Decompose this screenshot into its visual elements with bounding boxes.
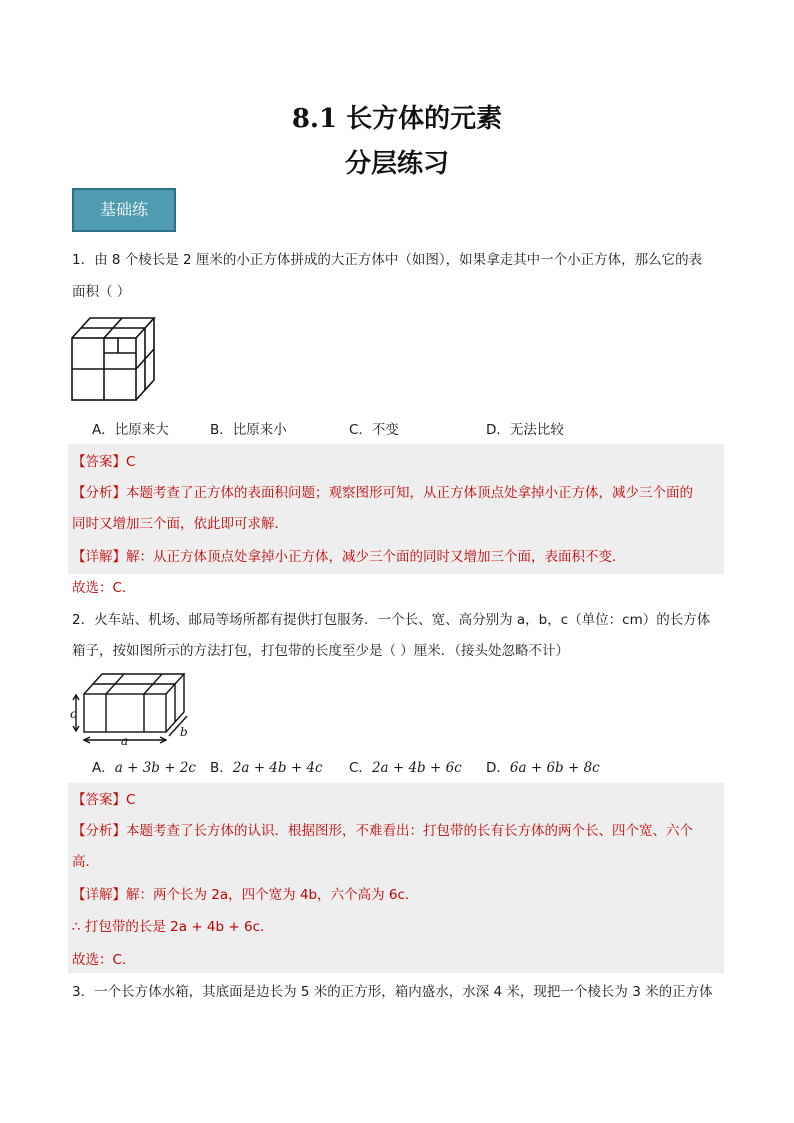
q2-choose-line: 故选：C． — [72, 952, 136, 968]
q2-option-d-math: 6a + 6b + 8c — [509, 760, 600, 776]
q2-option-b — [210, 758, 323, 778]
q1-analysis-line1 — [72, 483, 724, 503]
q2-stem-line1: 2．火车站、机场、邮局等场所都有提供打包服务．一个长、宽、高分别为 a，b，c（单位：cm）的长方体 — [72, 612, 711, 628]
q1-cube-figure — [70, 314, 162, 404]
q2-label-c: c — [70, 707, 77, 721]
q1-option-b: B．比原来小 — [210, 422, 287, 438]
page-title: 8.1 长方体的元素 — [291, 104, 503, 134]
q2-option-c-math: 2a + 4b + 6c — [371, 760, 462, 776]
q2-analysis-text1: 本题考查了长方体的认识．根据图形，不难看出：打包带的长有长方体的两个长、四个宽、六个 — [126, 823, 693, 839]
level-label-box: 基础练 — [72, 188, 176, 232]
q1-option-d: D．无法比较 — [486, 422, 564, 438]
q1-choose-line: 故选：C． — [72, 580, 136, 596]
q1-analysis-tag: 【分析】 — [72, 485, 126, 501]
q1-answer-tag: 【答案】 — [72, 454, 126, 470]
q2-analysis-tag: 【分析】 — [72, 823, 126, 839]
q2-option-a-letter: A． — [92, 760, 115, 776]
q2-answer-line — [72, 790, 724, 810]
q2-stem-line2: 箱子，按如图所示的方法打包，打包带的长度至少是（ ）厘米．（接头处忽略不计） — [72, 643, 570, 659]
q2-option-b-math: 2a + 4b + 4c — [232, 760, 323, 776]
q1-stem-line2: 面积（ ） — [72, 284, 131, 300]
q1-answer: C — [126, 454, 136, 470]
q2-option-a — [92, 758, 196, 778]
q2-detail-tag: 【详解】 — [72, 887, 126, 903]
q1-analysis-line2: 同时又增加三个面，依此即可求解． — [72, 516, 288, 532]
q3-stem-line1: 3．一个长方体水箱，其底面是边长为 5 米的正方形，箱内盛水，水深 4 米，现把一个棱长为 3 米的正方体 — [72, 984, 713, 1000]
q2-option-c-letter: C． — [349, 760, 372, 776]
q1-analysis-text1: 本题考查了正方体的表面积问题；观察图形可知，从正方体顶点处拿掉小正方体，减少三个面的 — [126, 485, 693, 501]
q1-detail-line — [72, 547, 724, 567]
page-subtitle: 分层练习 — [344, 149, 449, 179]
q2-option-d-letter: D． — [486, 760, 510, 776]
q2-answer: C — [126, 792, 136, 808]
q2-box-figure — [70, 670, 194, 748]
q2-answer-tag: 【答案】 — [72, 792, 126, 808]
q2-analysis-line1 — [72, 821, 724, 841]
q2-therefore-line: ∴ 打包带的长是 2a + 4b + 6c． — [72, 919, 274, 935]
q1-answer-line — [72, 452, 724, 472]
q2-label-b: b — [180, 725, 188, 739]
q1-stem-line1: 1．由 8 个棱长是 2 厘米的小正方体拼成的大正方体中（如图），如果拿走其中一个小正方体，那么它的表 — [72, 252, 703, 268]
q2-option-c — [349, 758, 462, 778]
q2-solution-panel — [68, 783, 724, 973]
q1-option-a: A．比原来大 — [92, 422, 169, 438]
q2-detail-text: 解：两个长为 2a，四个宽为 4b，六个高为 6c． — [126, 887, 419, 903]
q2-label-a: a — [121, 734, 129, 748]
q2-option-a-math: a + 3b + 2c — [114, 760, 196, 776]
q1-detail-tag: 【详解】 — [72, 549, 126, 565]
q2-analysis-line2: 高． — [72, 854, 99, 870]
q1-option-c: C．不变 — [349, 422, 399, 438]
q2-detail-line — [72, 885, 724, 905]
q2-option-d — [486, 758, 600, 778]
q1-detail-text: 解：从正方体顶点处拿掉小正方体，减少三个面的同时又增加三个面，表面积不变． — [126, 549, 626, 565]
q2-option-b-letter: B． — [210, 760, 233, 776]
